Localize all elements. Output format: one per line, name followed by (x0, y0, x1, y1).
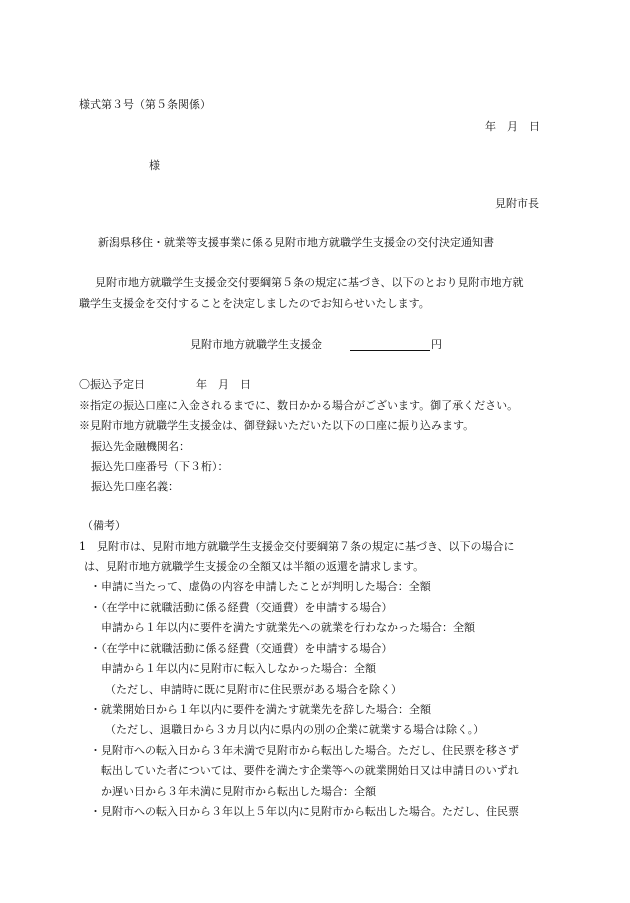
remark-line: ・見附市への転入日から３年以上５年以内に見附市から転出した場合。ただし、住民票 (90, 805, 519, 818)
body-line-2: 職学生支援金を交付することを決定しましたのでお知らせいたします。 (79, 297, 430, 310)
remark-line: ・見附市への転入日から３年未満で見附市から転出した場合。ただし、住民票を移さず (90, 744, 519, 757)
amount-blank (350, 350, 430, 351)
remark-line: 申請から１年以内に要件を満たす就業先への就業を行わなかった場合：全額 (101, 621, 475, 634)
remark-line: ・申請に当たって、虚偽の内容を申請したことが判明した場合：全額 (90, 580, 431, 593)
amount-unit: 円 (431, 338, 442, 351)
remarks-intro-2: は、見附市地方就職学生支援金の全額又は半額の返還を請求します。 (84, 560, 425, 573)
issuer: 見附市長 (495, 197, 539, 210)
remark-line: 転出していた者については、要件を満たす企業等への就業開始日又は申請日のいずれ (101, 764, 519, 777)
addressee-suffix: 様 (149, 159, 160, 172)
bank-name-field: 振込先金融機関名： (91, 440, 190, 453)
remark-line: ・（在学中に就職活動に係る経費（交通費）を申請する場合） (90, 601, 393, 614)
remark-line: か遅い日から３年未満に見附市から転出した場合：全額 (101, 785, 376, 798)
remark-line: ・（在学中に就職活動に係る経費（交通費）を申請する場合） (90, 642, 393, 655)
account-number-field: 振込先口座番号（下３桁）： (91, 460, 229, 473)
remarks-heading: （備考） (82, 519, 126, 532)
account-holder-field: 振込先口座名義： (91, 480, 179, 493)
date-line: 年 月 日 (485, 120, 540, 133)
remark-line: （ただし、退職日から３カ月以内に県内の別の企業に就業する場合は除く。） (105, 723, 485, 736)
form-number: 様式第３号（第５条関係） (79, 98, 211, 111)
remark-line: 申請から１年以内に見附市に転入しなかった場合：全額 (101, 662, 376, 675)
remark-line: ・就業開始日から１年以内に要件を満たす就業先を辞した場合：全額 (90, 703, 431, 716)
transfer-note-2: ※見附市地方就職学生支援金は、御登録いただいた以下の口座に振り込みます。 (79, 419, 475, 432)
transfer-date-label: 〇振込予定日 (79, 378, 145, 391)
document-title: 新潟県移住・就業等支援事業に係る見附市地方就職学生支援金の交付決定通知書 (98, 236, 494, 249)
body-line-1: 見附市地方就職学生支援金交付要綱第５条の規定に基づき、以下のとおり見附市地方就 (95, 276, 524, 289)
amount-label: 見附市地方就職学生支援金 (190, 338, 322, 351)
remark-line: （ただし、申請時に既に見附市に住民票がある場合を除く） (105, 683, 402, 696)
remarks-intro-1: 見附市は、見附市地方就職学生支援金交付要綱第７条の規定に基づき、以下の場合に (97, 540, 515, 553)
remarks-item-number: 1 (79, 540, 86, 553)
transfer-note-1: ※指定の振込口座に入金されるまでに、数日かかる場合がございます。御了承ください。 (79, 399, 519, 412)
transfer-date-value: 年 月 日 (196, 378, 251, 391)
